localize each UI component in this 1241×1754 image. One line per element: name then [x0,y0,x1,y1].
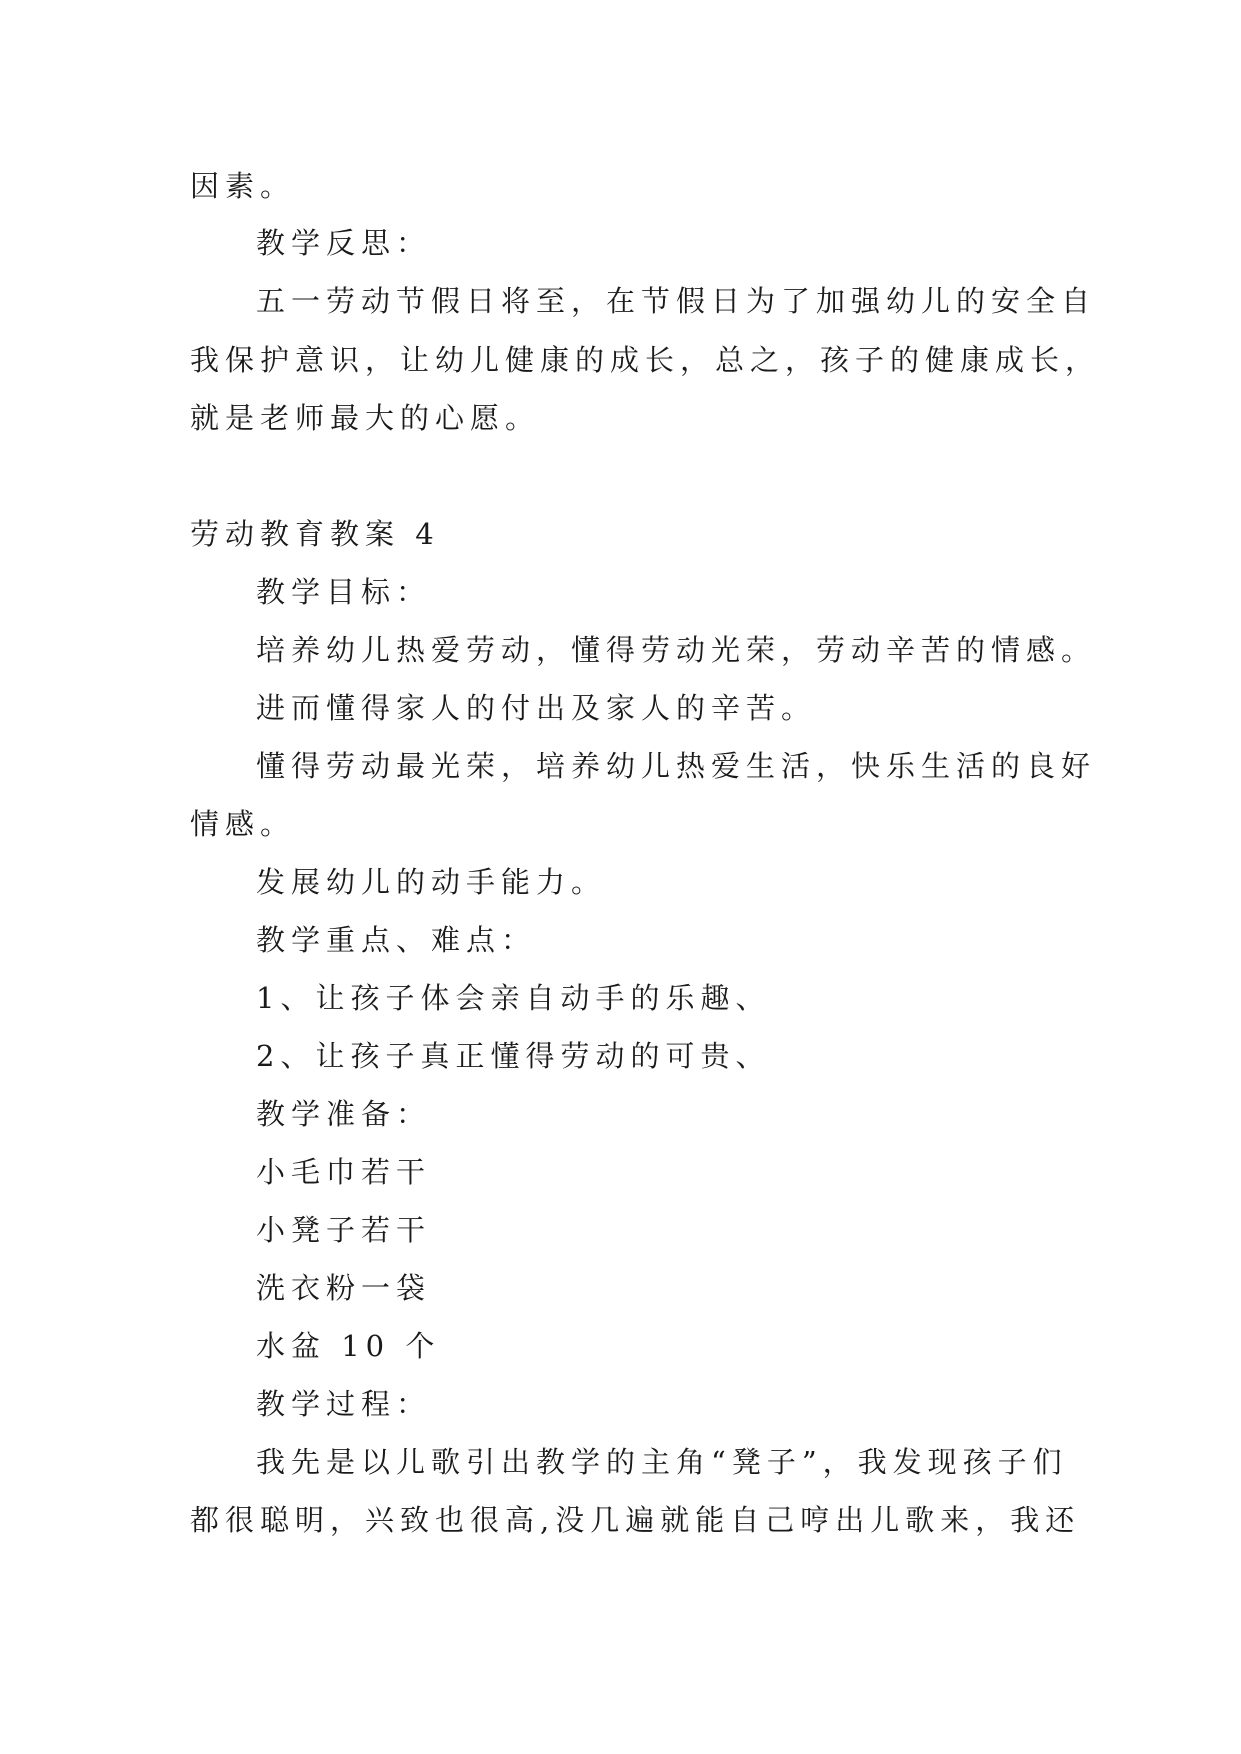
text-line: 进而懂得家人的付出及家人的辛苦。 [256,691,817,725]
text-line: 教学准备： [256,1097,432,1131]
text-line: 教学重点、难点： [256,923,537,957]
text-line: 情感。 [190,807,296,841]
text-line: 发展幼儿的动手能力。 [256,865,607,899]
text-line: 教学反思： [256,226,432,260]
text-line: 因素。 [190,169,296,203]
text-line: 教学过程： [256,1387,432,1421]
text-line: 小凳子若干 [256,1213,432,1247]
text-line: 都很聪明，兴致也很高,没几遍就能自己哼出儿歌来，我还 [190,1503,1081,1537]
text-line: 2、让孩子真正懂得劳动的可贵、 [256,1039,771,1073]
section-heading: 劳动教育教案 4 [190,517,440,551]
text-line: 我先是以儿歌引出教学的主角“凳子”，我发现孩子们 [256,1445,1068,1479]
text-line: 五一劳动节假日将至，在节假日为了加强幼儿的安全自 [256,284,1097,318]
text-line: 小毛巾若干 [256,1155,432,1189]
text-line: 教学目标： [256,575,432,609]
text-line: 1、让孩子体会亲自动手的乐趣、 [256,981,771,1015]
text-line: 就是老师最大的心愿。 [190,401,541,435]
text-line: 洗衣粉一袋 [256,1271,432,1305]
text-line: 懂得劳动最光荣，培养幼儿热爱生活，快乐生活的良好 [256,749,1097,783]
text-line: 水盆 10 个 [256,1329,441,1363]
text-line: 培养幼儿热爱劳动，懂得劳动光荣，劳动辛苦的情感。 [256,633,1097,667]
text-line: 我保护意识，让幼儿健康的成长，总之，孩子的健康成长， [190,343,1101,377]
